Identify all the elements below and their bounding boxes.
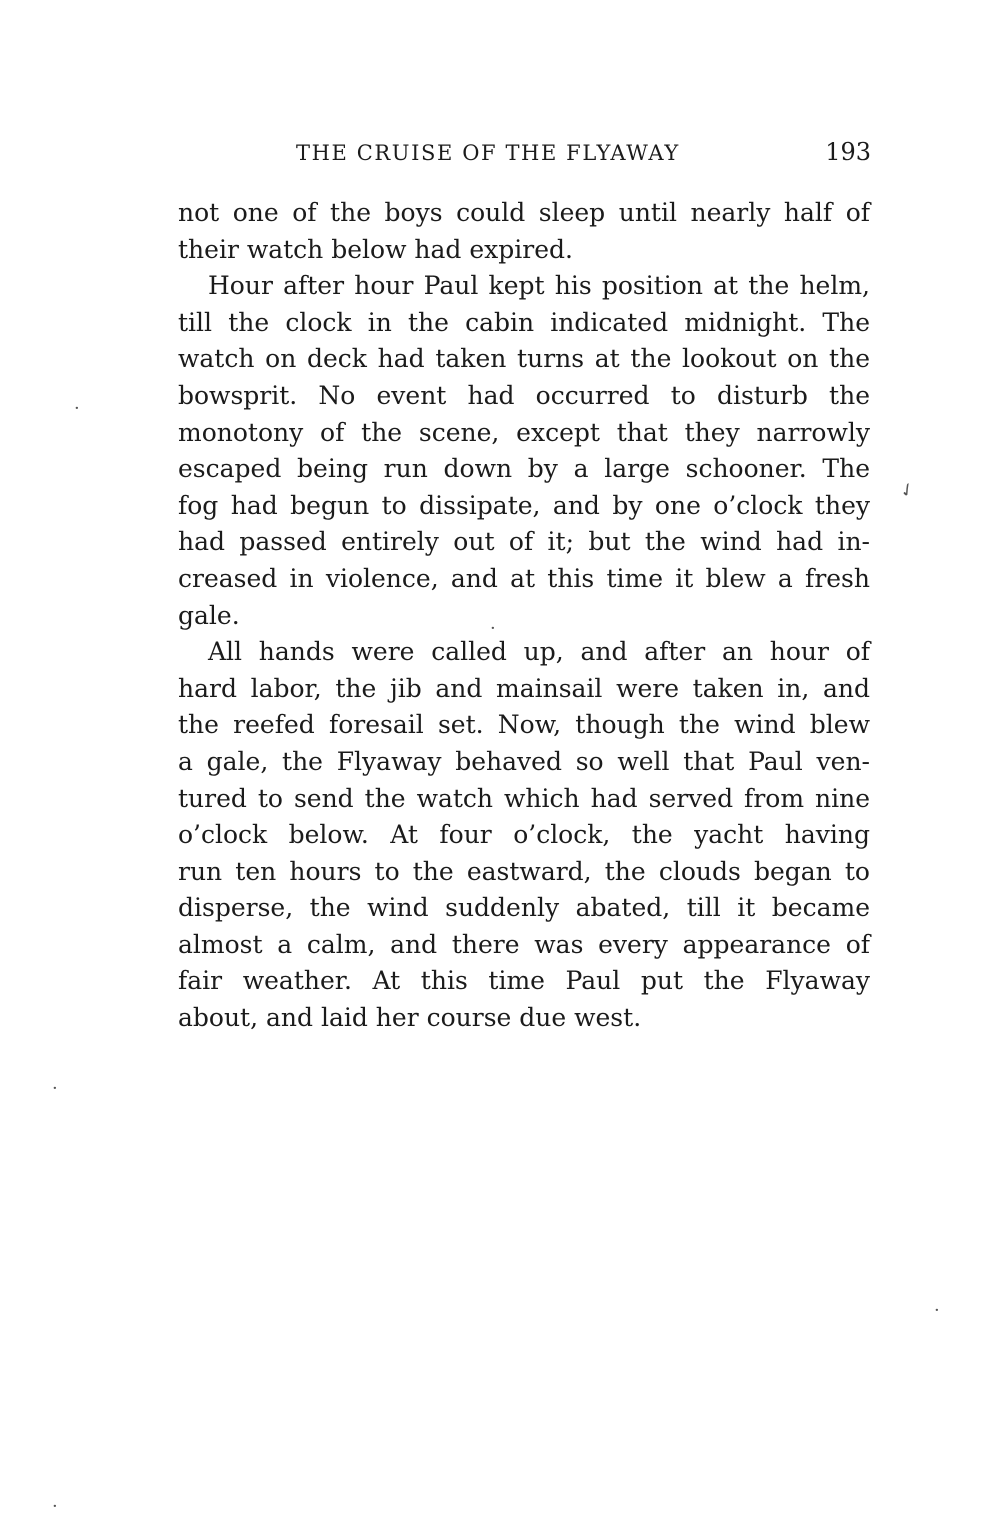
body-text <box>178 195 870 1037</box>
text-line: the reefed foresail set. Now, though the wind blew <box>178 710 870 740</box>
text-line: about, and laid her course due west. <box>178 1003 642 1033</box>
scan-speck: ✓ <box>895 477 920 504</box>
scan-speck: · <box>934 1300 940 1321</box>
scan-speck: · <box>52 1496 58 1517</box>
text-line: tured to send the watch which had served from nine <box>178 783 870 813</box>
text-line: watch on deck had taken turns at the lookout on the <box>178 344 870 374</box>
scan-speck: · <box>490 618 496 639</box>
text-line: a gale, the Flyaway behaved so well that Paul ven- <box>178 746 870 776</box>
text-line: o’clock below. At four o’clock, the yacht having <box>178 820 870 850</box>
running-head <box>296 138 871 172</box>
text-line: almost a calm, and there was every appearance of <box>178 929 870 959</box>
text-line: their watch below had expired. <box>178 234 573 264</box>
text-line: fog had begun to dissipate, and by one o’clock they <box>178 490 870 520</box>
text-line: not one of the boys could sleep until nearly half of <box>178 198 870 227</box>
text-line: fair weather. At this time Paul put the Flyaway <box>178 966 870 996</box>
text-line: bowsprit. No event had occurred to disturb the <box>178 380 870 410</box>
text-line: creased in violence, and at this time it blew a fresh <box>178 563 870 593</box>
text-line: till the clock in the cabin indicated midnight. The <box>178 307 870 337</box>
text-line: monotony of the scene, except that they narrowly <box>178 417 870 447</box>
scan-speck: · <box>74 398 80 419</box>
scan-speck: · <box>52 1078 58 1099</box>
text-line: All hands were called up, and after an hour of <box>208 637 870 667</box>
text-line: hard labor, the jib and mainsail were taken in, and <box>178 673 870 703</box>
text-line: disperse, the wind suddenly abated, till it became <box>178 893 870 923</box>
text-line: had passed entirely out of it; but the wind had in- <box>178 527 870 557</box>
text-line: gale. <box>178 600 240 630</box>
text-line: Hour after hour Paul kept his position at the helm, <box>208 271 870 301</box>
text-line: escaped being run down by a large schooner. The <box>178 454 870 484</box>
page-number: 193 <box>825 138 871 166</box>
text-line: run ten hours to the eastward, the clouds began to <box>178 856 870 886</box>
running-head-title: THE CRUISE OF THE FLYAWAY <box>296 141 680 165</box>
